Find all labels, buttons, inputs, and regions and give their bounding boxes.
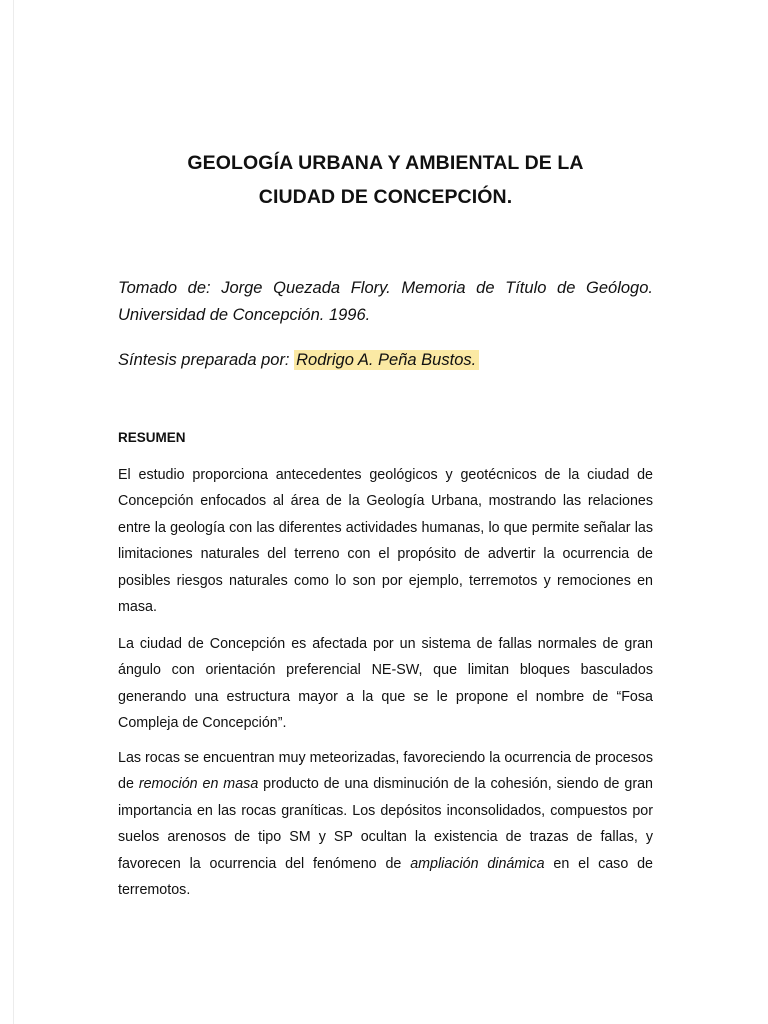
author-highlight: Rodrigo A. Peña Bustos. — [294, 350, 479, 370]
emphasis-remocion: remoción en masa — [138, 776, 259, 793]
paragraph-3 — [118, 745, 653, 903]
synthesis-label: Síntesis preparada por: — [118, 351, 290, 369]
paragraph-1: El estudio proporciona antecedentes geológicos y geotécnicos de la ciudad de Concepción enfocados al área de la Geología Urbana, mostrando las relaciones entre la geología con las diferentes actividades humanas, lo que permite señalar las limitaciones naturales del terreno con el propósito de advertir la ocurrencia de posibles riesgos naturales como lo son por ejemplo, terremotos y remociones en masa. — [118, 467, 653, 616]
synthesis-credit — [118, 348, 653, 372]
page-edge-divider — [13, 0, 14, 1024]
source-citation: Tomado de: Jorge Quezada Flory. Memoria de Título de Geólogo. Universidad de Concepción. 1996. — [118, 279, 653, 324]
title-line-1: GEOLOGÍA URBANA Y AMBIENTAL DE LA — [187, 152, 584, 174]
paragraph-3-text-c: producto de una disminución de la cohesión, siendo de gran importancia en las rocas graníticas. Los depósitos inconsolidados, compuestos por suelos arenosos de tipo SM y SP ocultan la existencia de trazas de fallas, y favorecen la ocurrencia del fenómeno de — [118, 776, 654, 872]
document-title — [118, 146, 653, 214]
paragraph-3-text-e: en el caso de terremotos. — [118, 855, 654, 899]
title-line-2: CIUDAD DE CONCEPCIÓN. — [258, 186, 513, 208]
emphasis-ampliacion: ampliación dinámica — [410, 855, 545, 872]
paragraph-3-text-a: Las rocas se encuentran muy meteorizadas, favoreciendo la ocurrencia de procesos de — [118, 750, 653, 793]
section-heading: RESUMEN — [118, 430, 186, 445]
paragraph-2: La ciudad de Concepción es afectada por un sistema de fallas normales de gran ángulo con orientación preferencial NE-SW, que limitan bloques basculados generando una estructura mayor a la que se le propone el nombre de “Fosa Compleja de Concepción”. — [118, 636, 653, 732]
